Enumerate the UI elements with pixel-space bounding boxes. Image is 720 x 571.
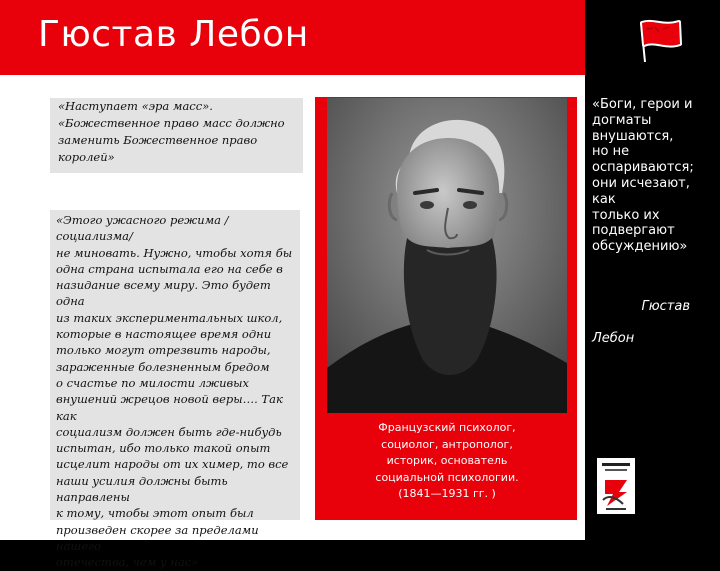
- quote-era-of-masses: [50, 98, 303, 173]
- quote-socialism-text: «Этого ужасного режима /социализма/ не миновать. Нужно, чтобы хотя бы одна страна испытала его на себе в назидание всему миру. Это будет одна из таких экспериментальных школ, которые в настоящее время одни только могут отрезвить народы, зараженные болезненным бредом о счастье по милости лживых внушений жрецов новой веры…. Так как социализм должен быть где-нибудь испытан, ибо только такой опыт исцелит народы от их химер, то все наши усилия должны быть направлены к тому, чтобы этот опыт был произведен скорее за пределами нашего отечества, чем у нас»: [56, 213, 293, 570]
- slide-title: Гюстав Лебон: [38, 14, 309, 55]
- side-quote: «Боги, герои и догматы внушаются, но не оспариваются; они исчезают, как только их подвергают обсуждению»: [592, 97, 694, 255]
- quote-era-of-masses-text: «Наступает «эра масс». «Божественное право масс должно заменить Божественное право королей»: [58, 99, 285, 164]
- portrait-photo: [327, 98, 567, 413]
- side-quote-author-last: Лебон: [592, 331, 635, 346]
- portrait-illustration: [327, 98, 567, 413]
- portrait-caption: Французский психолог, социолог, антрополог, историк, основатель социальной психологии. (1841—1931 гг. ): [375, 421, 519, 500]
- red-flag-icon: [633, 18, 683, 64]
- side-quote-author-first: Гюстав: [641, 299, 690, 314]
- title-bar: [0, 0, 585, 75]
- book-cover-icon: [597, 458, 635, 514]
- quote-socialism: [50, 210, 300, 570]
- side-quote-author: [592, 283, 690, 347]
